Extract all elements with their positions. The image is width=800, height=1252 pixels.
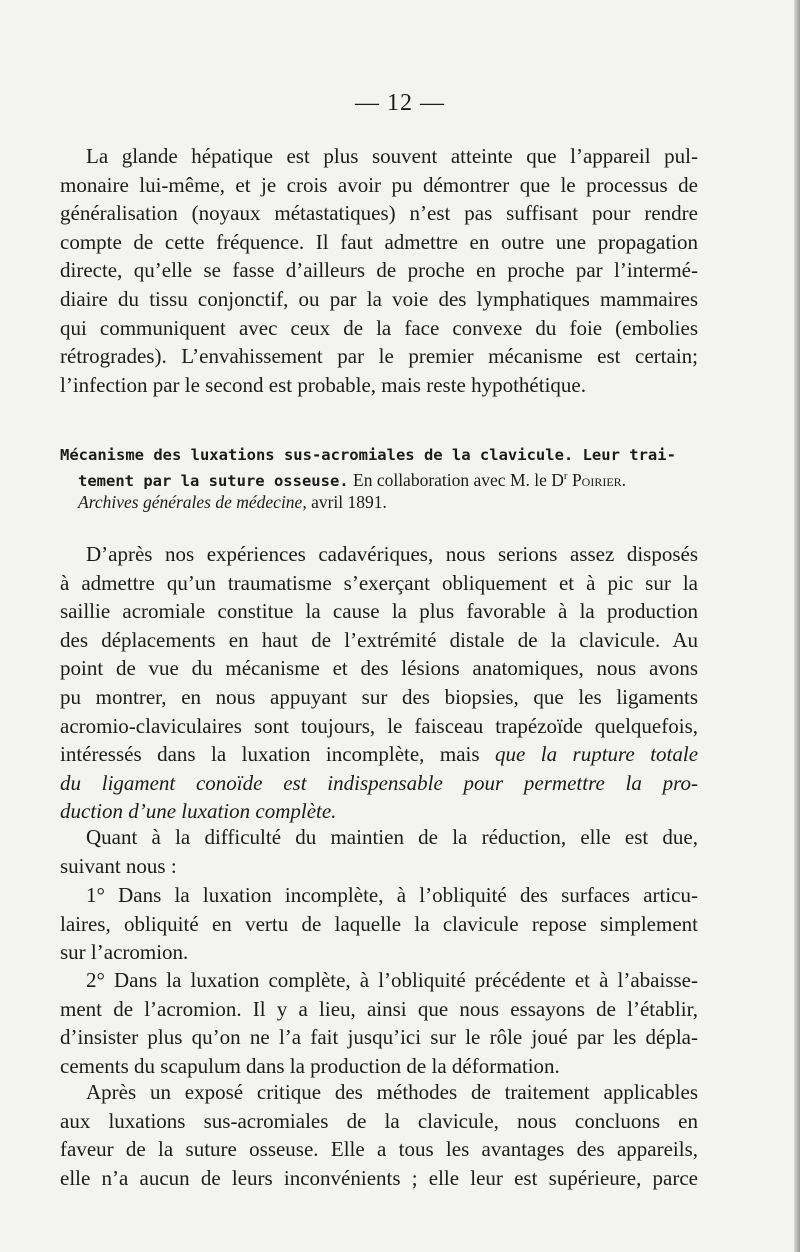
text-line: Quant à la difficulté du maintien de la réduction, elle est due,: [86, 825, 698, 849]
paragraph-experiments: [60, 540, 698, 826]
reference-date: avril 1891.: [311, 491, 387, 512]
text-line: acromio-claviculaires sont toujours, le faisceau trapézoïde quelquefois,: [60, 713, 698, 738]
text-line: diaire du tissu conjonctif, ou par la voie des lymphatiques mammaires: [60, 286, 698, 311]
text-line: La glande hépatique est plus souvent atteinte que l’appareil pul-: [86, 144, 698, 168]
text-line: pu montrer, en nous appuyant sur des biopsies, que les ligaments: [60, 684, 698, 709]
text-line: généralisation (noyaux métastatiques) n’est pas suffisant pour rendre: [60, 201, 698, 226]
text-line: suivant nous :: [60, 853, 177, 878]
text-line: D’après nos expériences cadavériques, nous serions assez disposés: [86, 542, 698, 566]
text-line: à admettre qu’un traumatisme s’exerçant obliquement et à pic sur la: [60, 570, 698, 595]
italic-line: du ligament conoïde est indispensable pour permettre la pro-: [60, 770, 698, 795]
paragraph-liver: [60, 142, 698, 399]
text-line: point de vue du mécanisme et des lésions anatomiques, nous avons: [60, 656, 698, 681]
text-line: ment de l’acromion. Il y a lieu, ainsi que nous essayons de l’établir,: [60, 996, 698, 1021]
page-edge-shadow: [794, 0, 800, 1252]
text-line: rétrogrades). L’envahissement par le premier mécanisme est certain;: [60, 344, 698, 369]
text-segment: intéressés dans la luxation incomplète, mais: [60, 742, 480, 767]
text-line: des déplacements en haut de l’extrémité distale de la clavicule. Au: [60, 627, 698, 652]
text-line: d’insister plus qu’on ne l’a fait jusqu’ici sur le rôle joué par les dépla-: [60, 1025, 698, 1050]
paragraph-complete-luxation: [60, 966, 698, 1080]
text-line: faveur de la suture osseuse. Elle a tous les avantages des appareils,: [60, 1137, 698, 1162]
text-line: elle n’a aucun de leurs inconvénients ; elle leur est supérieure, parce: [60, 1165, 698, 1190]
reference-journal: Archives générales de médecine,: [78, 491, 307, 512]
reference-collab: En collaboration avec M. le D: [353, 469, 564, 490]
reference-title-line: Mécanisme des luxations sus-acromiales de la clavicule. Leur trai-: [60, 446, 676, 464]
publication-reference: [60, 445, 698, 513]
paragraph-reduction: [60, 823, 698, 880]
text-line: monaire lui-même, et je crois avoir pu démontrer que le processus de: [60, 172, 698, 197]
text-line: sur l’acromion.: [60, 940, 189, 965]
text-line: l’infection par le second est probable, mais reste hypothétique.: [60, 372, 586, 397]
reference-title-line-2: [60, 466, 698, 492]
paragraph-incomplete-luxation: [60, 881, 698, 967]
reference-journal-line: [60, 492, 698, 513]
text-line: compte de cette fréquence. Il faut admettre en outre une propagation: [60, 229, 698, 254]
reference-collab-sup: r: [563, 470, 568, 482]
text-line: Après un exposé critique des méthodes de traitement applicables: [86, 1080, 698, 1104]
text-line: aux luxations sus-acromiales de la clavicule, nous concluons en: [60, 1108, 698, 1133]
text-line: directe, qu’elle se fasse d’ailleurs de proche en proche par l’intermé-: [60, 258, 698, 283]
text-line: 1° Dans la luxation incomplète, à l’obliquité des surfaces articu-: [86, 883, 698, 907]
page-number: — 12 —: [355, 90, 445, 116]
text-line: qui communiquent avec ceux de la face convexe du foie (embolies: [60, 315, 698, 340]
reference-title-continuation: tement par la suture osseuse.: [78, 471, 349, 490]
text-line: cements du scapulum dans la production de la déformation.: [60, 1053, 560, 1078]
text-line: laires, obliquité en vertu de laquelle la clavicule repose simplement: [60, 911, 698, 936]
text-line-mixed: [60, 740, 698, 769]
text-line: saillie acromiale constitue la cause la plus favorable à la production: [60, 599, 698, 624]
italic-line: duction d’une luxation complète.: [60, 799, 337, 824]
paragraph-treatment: [60, 1078, 698, 1192]
text-line: 2° Dans la luxation complète, à l’obliquité précédente et à l’abaisse-: [86, 968, 698, 992]
italic-segment: que la rupture totale: [495, 742, 699, 767]
reference-author: Poirier.: [571, 469, 627, 490]
